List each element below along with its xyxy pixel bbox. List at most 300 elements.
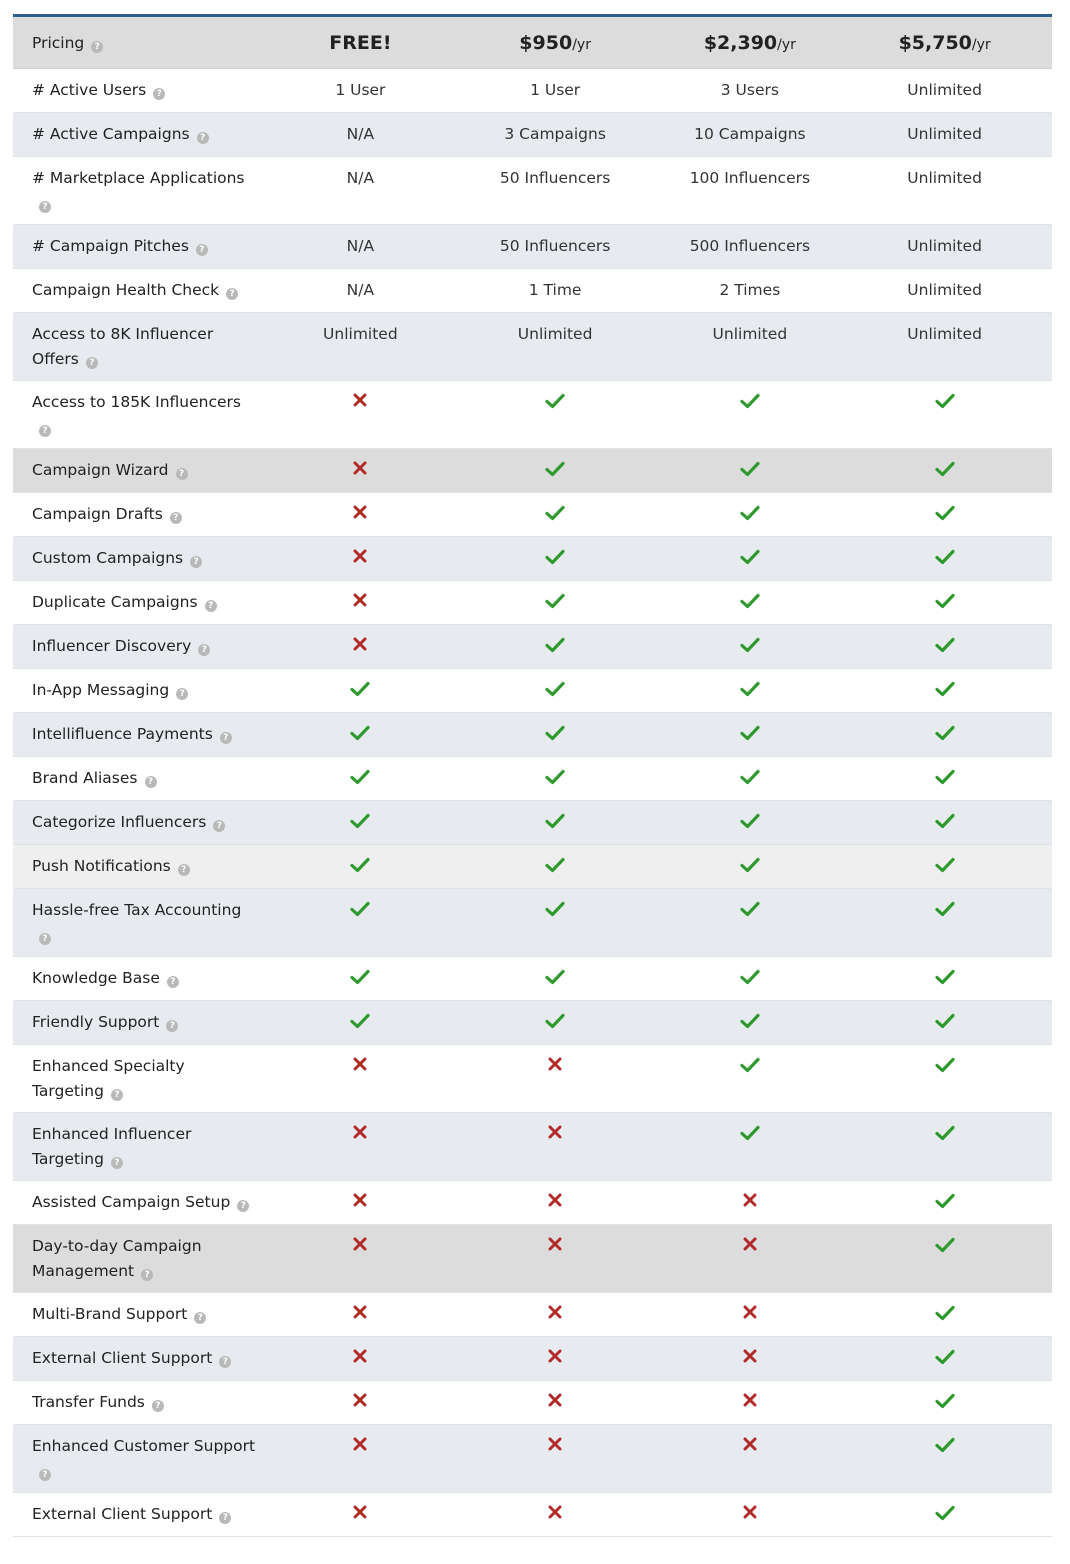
check-icon [350,723,370,741]
plan-cell [653,581,848,615]
check-icon [545,855,565,873]
plan-unit: /yr [572,37,591,53]
plan-cell [653,957,848,991]
feature-label: Enhanced Specialty Targeting [32,1057,185,1100]
feature-label: Intellifluence Payments [32,725,213,743]
feature-row-influencer-discovery [13,625,1052,669]
plan-cell [458,1181,653,1213]
plan-cell [653,1493,848,1525]
plan-cell [263,381,458,413]
plan-cell [847,449,1042,483]
plan-value: Unlimited [517,325,593,343]
check-icon [935,591,955,609]
feature-label: # Campaign Pitches [32,237,189,255]
feature-label-cell [13,157,263,215]
feature-label: Day-to-day Campaign Management [32,1237,202,1280]
feature-label-cell [13,1225,263,1283]
plan-value: Unlimited [907,81,982,99]
plan-5750-price [847,17,1042,56]
help-icon[interactable]: ? [176,468,188,480]
plan-cell [263,1045,458,1077]
feature-row-duplicate-campaigns [13,581,1052,625]
plan-cell [847,225,1042,257]
help-icon[interactable]: ? [91,41,103,53]
feature-label: External Client Support [32,1505,213,1523]
plan-cell [847,669,1042,703]
plan-cell [847,1493,1042,1527]
check-icon [740,503,760,521]
cross-icon [743,1347,757,1363]
feature-rows [13,69,1052,1537]
plan-cell [458,669,653,703]
feature-row-enhanced-specialty-targeting [13,1045,1052,1113]
check-icon [935,503,955,521]
plan-cell [653,757,848,791]
cross-icon [353,1435,367,1451]
check-icon [545,459,565,477]
feature-label-cell [13,1493,263,1527]
feature-label: Access to 185K Influencers [32,393,242,411]
plan-cell [263,1337,458,1369]
feature-label: Multi-Brand Support [32,1305,188,1323]
plan-cell [458,113,653,145]
cross-icon [548,1503,562,1519]
plan-cell [847,1225,1042,1259]
cross-icon [548,1347,562,1363]
feature-label-cell [13,69,263,103]
plan-cell [653,625,848,659]
help-icon[interactable]: ? [152,1400,164,1412]
plan-cell [847,757,1042,791]
plan-cell [847,625,1042,659]
help-icon[interactable]: ? [39,201,51,213]
plan-cell [847,1337,1042,1371]
check-icon [545,767,565,785]
check-icon [935,1303,955,1321]
feature-label: Access to 8K Influencer Offers [32,325,214,368]
plan-cell [847,801,1042,835]
plan-cell [263,1181,458,1213]
feature-label: External Client Support [32,1349,213,1367]
feature-label-cell [13,1181,263,1215]
feature-label-cell [13,225,263,259]
plan-cell [653,713,848,747]
feature-row-multi-brand-support [13,1293,1052,1337]
plan-value: Unlimited [712,325,788,343]
cross-icon [743,1503,757,1519]
plan-cell [263,157,458,189]
feature-label: Categorize Influencers [32,813,207,831]
help-icon[interactable]: ? [176,688,188,700]
check-icon [935,679,955,697]
plan-value: N/A [346,281,375,299]
plan-cell [263,1001,458,1035]
feature-label: Influencer Discovery [32,637,192,655]
feature-row-access-to-185k-influencers [13,381,1052,449]
help-icon[interactable]: ? [198,644,210,656]
help-icon[interactable]: ? [194,1312,206,1324]
plan-cell [263,225,458,257]
feature-label-cell [13,625,263,659]
plan-cell [653,493,848,527]
feature-label-cell [13,1001,263,1035]
help-icon[interactable]: ? [145,776,157,788]
plan-cell [653,537,848,571]
plan-cell [458,581,653,615]
plan-value: Unlimited [907,125,982,143]
help-icon[interactable]: ? [111,1089,123,1101]
help-icon[interactable]: ? [170,512,182,524]
plan-cell [263,581,458,613]
plan-cell [458,1001,653,1035]
check-icon [740,967,760,985]
help-icon[interactable]: ? [86,357,98,369]
help-icon[interactable]: ? [153,88,165,100]
cross-icon [548,1191,562,1207]
plan-value: N/A [346,125,375,143]
plan-cell [847,713,1042,747]
plan-cell [653,1001,848,1035]
feature-row-campaign-wizard [13,449,1052,493]
plan-cell [847,69,1042,101]
plan-cell [263,493,458,525]
feature-label-cell [13,269,263,303]
check-icon [545,635,565,653]
help-icon[interactable]: ? [167,976,179,988]
plan-cell [653,801,848,835]
check-icon [740,1123,760,1141]
check-icon [935,1191,955,1209]
plan-value: Unlimited [323,325,398,343]
check-icon [935,547,955,565]
help-icon[interactable]: ? [39,1469,51,1481]
plan-cell [263,449,458,481]
plan-950-price [458,17,653,56]
cross-icon [743,1391,757,1407]
feature-label: Duplicate Campaigns [32,593,198,611]
feature-label-cell [13,757,263,791]
feature-row-campaign-health-check [13,269,1052,313]
plan-cell [263,713,458,747]
feature-row-day-to-day-campaign-management [13,1225,1052,1293]
plan-free-price [263,17,458,56]
help-icon[interactable]: ? [226,288,238,300]
plan-cell [847,1113,1042,1147]
feature-row-brand-aliases [13,757,1052,801]
plan-2390-price [653,17,848,56]
plan-cell [458,1045,653,1077]
plan-value: 1 Time [528,281,582,299]
feature-label-cell [13,889,263,947]
check-icon [350,1011,370,1029]
check-icon [350,811,370,829]
plan-cell [263,1493,458,1525]
feature-label-cell [13,1381,263,1415]
feature-label-cell [13,669,263,703]
cross-icon [743,1435,757,1451]
feature-label-cell [13,449,263,483]
cross-icon [743,1235,757,1251]
plan-cell [263,537,458,569]
plan-value: 100 Influencers [689,169,811,187]
cross-icon [743,1303,757,1319]
check-icon [935,1435,955,1453]
feature-row-in-app-messaging [13,669,1052,713]
plan-price: FREE! [329,32,392,54]
feature-label-cell [13,313,263,371]
feature-row-hassle-free-tax-accounting [13,889,1052,957]
help-icon[interactable]: ? [213,820,225,832]
check-icon [935,723,955,741]
check-icon [935,967,955,985]
feature-label: Friendly Support [32,1013,160,1031]
help-icon[interactable]: ? [190,556,202,568]
cross-icon [353,503,367,519]
plan-cell [653,449,848,483]
feature-label: # Active Campaigns [32,125,190,143]
cross-icon [743,1191,757,1207]
feature-label-cell [13,845,263,879]
check-icon [935,1055,955,1073]
feature-label: Brand Aliases [32,769,138,787]
plan-cell [458,1225,653,1257]
plan-cell [847,313,1042,345]
check-icon [350,679,370,697]
plan-cell [458,1425,653,1457]
plan-cell [458,225,653,257]
feature-label-cell [13,1425,263,1483]
cross-icon [353,547,367,563]
plan-cell [263,801,458,835]
feature-label-cell [13,1113,263,1171]
feature-row-knowledge-base [13,957,1052,1001]
check-icon [935,1011,955,1029]
help-icon[interactable]: ? [111,1157,123,1169]
cross-icon [353,1303,367,1319]
feature-row-enhanced-influencer-targeting [13,1113,1052,1181]
plan-cell [847,1001,1042,1035]
help-icon[interactable]: ? [197,132,209,144]
plan-cell [458,537,653,571]
plan-cell [653,1293,848,1325]
cross-icon [353,591,367,607]
plan-cell [847,1381,1042,1415]
plan-cell [458,157,653,189]
plan-cell [653,669,848,703]
check-icon [545,723,565,741]
feature-row-active-users [13,69,1052,113]
plan-cell [847,889,1042,923]
plan-cell [847,493,1042,527]
feature-row-enhanced-customer-support [13,1425,1052,1493]
plan-cell [263,69,458,101]
cross-icon [353,1503,367,1519]
feature-label: Knowledge Base [32,969,160,987]
feature-row-categorize-influencers [13,801,1052,845]
plan-cell [263,1225,458,1257]
help-icon[interactable]: ? [39,425,51,437]
feature-label: Push Notifications [32,857,171,875]
feature-row-marketplace-applications [13,157,1052,225]
plan-cell [263,1381,458,1413]
feature-label-cell [13,801,263,835]
feature-label: In-App Messaging [32,681,170,699]
check-icon [740,767,760,785]
check-icon [740,723,760,741]
help-icon[interactable]: ? [205,600,217,612]
cross-icon [353,1391,367,1407]
plan-cell [847,845,1042,879]
cross-icon [353,459,367,475]
check-icon [935,899,955,917]
check-icon [545,679,565,697]
feature-row-external-client-support [13,1337,1052,1381]
plan-cell [653,1113,848,1147]
feature-label-cell [13,713,263,747]
plan-cell [847,157,1042,189]
plan-cell [263,1113,458,1145]
feature-label: Campaign Health Check [32,281,220,299]
check-icon [740,1055,760,1073]
cross-icon [353,391,367,407]
pricing-label: Pricing [32,34,85,52]
plan-unit: /yr [971,37,991,53]
plan-value: N/A [346,169,375,187]
feature-row-friendly-support [13,1001,1052,1045]
plan-value: 3 Users [720,81,779,99]
plan-cell [263,889,458,923]
plan-cell [458,889,653,923]
feature-label: Campaign Wizard [32,461,169,479]
plan-cell [458,449,653,483]
plan-value: Unlimited [907,169,982,187]
cross-icon [548,1235,562,1251]
help-icon[interactable]: ? [220,732,232,744]
plan-cell [847,1293,1042,1327]
feature-label: Campaign Drafts [32,505,163,523]
cross-icon [548,1055,562,1071]
plan-value: Unlimited [907,281,982,299]
cross-icon [353,635,367,651]
cross-icon [353,1191,367,1207]
feature-label-cell [13,1045,263,1103]
cross-icon [353,1123,367,1139]
help-icon[interactable]: ? [39,933,51,945]
feature-label: Custom Campaigns [32,549,184,567]
check-icon [350,855,370,873]
plan-cell [263,1293,458,1325]
plan-value: 1 User [530,81,581,99]
help-icon[interactable]: ? [166,1020,178,1032]
feature-label-cell [13,581,263,615]
check-icon [350,767,370,785]
help-icon[interactable]: ? [178,864,190,876]
check-icon [545,1011,565,1029]
plan-cell [263,669,458,703]
feature-label-cell [13,957,263,991]
plan-cell [653,1381,848,1413]
plan-cell [458,845,653,879]
plan-cell [653,1045,848,1079]
plan-value: 50 Influencers [499,169,611,187]
plan-cell [847,1181,1042,1215]
check-icon [740,679,760,697]
feature-label-cell [13,1337,263,1371]
feature-label-cell [13,381,263,439]
plan-value: 10 Campaigns [694,125,806,143]
check-icon [935,635,955,653]
plan-cell [263,757,458,791]
check-icon [545,811,565,829]
plan-cell [458,957,653,991]
plan-value: Unlimited [907,325,982,343]
feature-row-access-to-8k-influencer-offers [13,313,1052,381]
check-icon [935,459,955,477]
check-icon [935,767,955,785]
feature-label: Assisted Campaign Setup [32,1193,231,1211]
check-icon [350,967,370,985]
help-icon[interactable]: ? [219,1356,231,1368]
help-icon[interactable]: ? [237,1200,249,1212]
check-icon [545,503,565,521]
help-icon[interactable]: ? [141,1269,153,1281]
cross-icon [548,1435,562,1451]
feature-label: Hassle-free Tax Accounting [32,901,242,919]
plan-cell [847,537,1042,571]
plan-price: $950 [519,32,573,54]
pricing-table [13,14,1052,1537]
help-icon[interactable]: ? [219,1512,231,1524]
feature-row-intellifluence-payments [13,713,1052,757]
plan-value: 2 Times [719,281,781,299]
plan-cell [263,625,458,657]
plan-cell [263,269,458,301]
feature-label: # Marketplace Applications [32,169,245,187]
plan-cell [458,313,653,345]
check-icon [935,1123,955,1141]
plan-price: $5,750 [898,32,972,54]
plan-cell [263,845,458,879]
plan-value: 1 User [335,81,386,99]
feature-label-cell [13,113,263,147]
plan-cell [263,1425,458,1457]
plan-cell [458,625,653,659]
check-icon [740,899,760,917]
check-icon [935,1391,955,1409]
plan-unit: /yr [777,37,796,53]
plan-cell [263,113,458,145]
check-icon [740,635,760,653]
plan-cell [847,113,1042,145]
check-icon [740,855,760,873]
plan-cell [458,1381,653,1413]
feature-row-campaign-drafts [13,493,1052,537]
cross-icon [353,1055,367,1071]
feature-row-custom-campaigns [13,537,1052,581]
plan-cell [263,313,458,345]
plan-cell [458,1113,653,1145]
plan-cell [458,757,653,791]
help-icon[interactable]: ? [196,244,208,256]
plan-cell [653,889,848,923]
cross-icon [548,1391,562,1407]
plan-price: $2,390 [703,32,778,54]
check-icon [935,1347,955,1365]
plan-cell [847,957,1042,991]
plan-cell [653,1181,848,1213]
check-icon [740,591,760,609]
plan-cell [653,845,848,879]
